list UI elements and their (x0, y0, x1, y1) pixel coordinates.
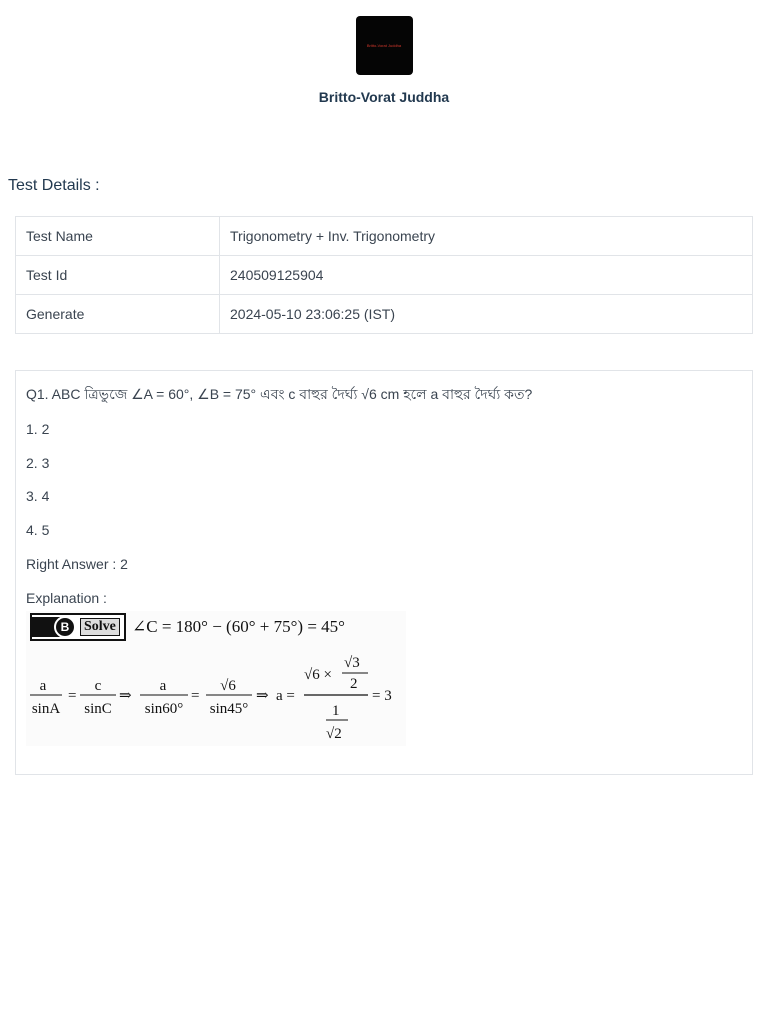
math-line-1: ∠C = 180° − (60° + 75°) = 45° (132, 617, 345, 636)
test-details-title: Test Details : (8, 177, 100, 194)
detail-value: 240509125904 (220, 256, 753, 295)
frac-c-num: c (94, 678, 102, 694)
sqrt3: √3 (344, 655, 360, 671)
detail-key: Test Name (16, 217, 220, 256)
option-3: 3. 4 (26, 488, 50, 504)
table-row (16, 256, 753, 295)
math-fraction-line (26, 643, 406, 743)
right-answer: Right Answer : 2 (26, 556, 128, 572)
detail-value: Trigonometry + Inv. Trigonometry (220, 217, 753, 256)
frac-a-num-2: a (159, 678, 167, 694)
option-2: 2. 3 (26, 455, 50, 471)
detail-key: Test Id (16, 256, 220, 295)
eq-sign-1: = (68, 688, 77, 704)
arrow-2: ⇒ (256, 688, 269, 704)
brand-name: Britto-Vorat Juddha (318, 89, 450, 105)
detail-value: 2024-05-10 23:06:25 (IST) (220, 295, 753, 334)
question-text: Q1. ABC ত্রিভুজে ∠A = 60°, ∠B = 75° এবং c বাহুর দৈর্ঘ্য √6 cm হলে a বাহুর দৈর্ঘ্য কত? (26, 386, 533, 402)
option-4: 4. 5 (26, 522, 50, 538)
a-equals: a = (276, 688, 295, 704)
brand-logo (356, 16, 413, 75)
frac-sin45-den: sin45° (209, 701, 249, 717)
detail-key: Generate (16, 295, 220, 334)
eq-sign-2: = (191, 688, 200, 704)
table-row (16, 295, 753, 334)
badge-b-icon: B (54, 616, 76, 638)
badge-solve-label: Solve (80, 618, 120, 636)
result: = 3 (372, 688, 392, 704)
frac-sina-den: sinA (31, 701, 61, 717)
arrow-1: ⇒ (119, 688, 132, 704)
one: 1 (332, 703, 340, 719)
solve-badge (30, 613, 126, 641)
header (0, 0, 768, 105)
logo-text: Britto-Vorat Juddha (366, 43, 402, 48)
frac-sinc-den: sinC (84, 701, 112, 717)
two: 2 (350, 676, 358, 692)
sqrt2: √2 (326, 726, 342, 742)
num-expr: √6 × (304, 667, 332, 683)
question-card (15, 370, 753, 775)
frac-sin60-den: sin60° (144, 701, 184, 717)
test-details-table (15, 216, 753, 334)
frac-sqrt6-num: √6 (220, 678, 236, 694)
explanation-image (26, 611, 406, 746)
option-1: 1. 2 (26, 421, 50, 437)
explanation-label: Explanation : (26, 590, 107, 606)
frac-a-num: a (39, 678, 47, 694)
table-row (16, 217, 753, 256)
